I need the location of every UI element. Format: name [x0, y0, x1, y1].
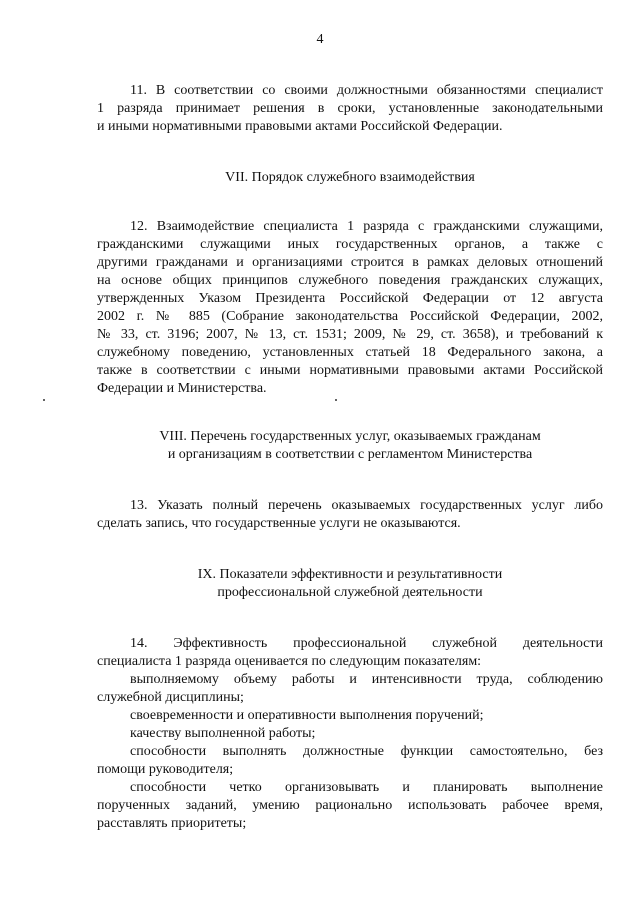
text-line: 1 разряда принимает решения в сроки, установленные законодательными	[97, 101, 603, 116]
section-heading-line: VIII. Перечень государственных услуг, оказываемых гражданам	[159, 429, 541, 444]
text-line: 11. В соответствии со своими должностными обязанностями специалист	[130, 83, 603, 98]
paragraph-11	[97, 82, 603, 136]
text-line: сделать запись, что государственные услуги не оказываются.	[97, 516, 461, 531]
text-line: своевременности и оперативности выполнения поручений;	[130, 708, 484, 723]
text-line: и иными нормативными правовыми актами Российской Федерации.	[97, 119, 503, 134]
text-line: 12. Взаимодействие специалиста 1 разряда с гражданскими служащими,	[130, 219, 603, 234]
text-line: выполняемому объему работы и интенсивности труда, соблюдению	[130, 672, 603, 687]
text-line: гражданскими служащими иных государственных органов, а также с	[97, 237, 603, 252]
text-line: качеству выполненной работы;	[130, 726, 316, 741]
section-heading-9	[97, 566, 603, 602]
text-line: утвержденных Указом Президента Российской Федерации от 12 августа	[97, 291, 603, 306]
text-line: порученных заданий, умению рационально использовать рабочее время,	[97, 798, 603, 813]
paragraph-13	[97, 497, 603, 533]
section-heading-line: IX. Показатели эффективности и результативности	[197, 567, 503, 582]
text-line: 2002 г. № 885 (Собрание законодательства Российской Федерации, 2002,	[97, 309, 603, 324]
section-heading-line: и организациям в соответствии с регламентом Министерства	[167, 447, 533, 462]
text-line: специалиста 1 разряда оценивается по следующим показателям:	[97, 654, 482, 669]
text-line: служебному поведению, установленных статьей 18 Федерального закона, а	[97, 345, 603, 360]
scan-speck	[335, 399, 337, 401]
text-line: помощи руководителя;	[97, 762, 234, 777]
section-heading-8	[97, 428, 603, 464]
page-number: 4	[316, 32, 324, 47]
text-line: Федерации и Министерства.	[97, 381, 267, 396]
text-line: также в соответствии с иными нормативными правовыми актами Российской	[97, 363, 603, 378]
text-line: расставлять приоритеты;	[97, 816, 247, 831]
text-line: способности четко организовывать и планировать выполнение	[130, 780, 603, 795]
section-heading-line: профессиональной служебной деятельности	[217, 585, 483, 600]
text-line: 14. Эффективность профессиональной служебной деятельности	[130, 636, 603, 651]
text-line: 13. Указать полный перечень оказываемых государственных услуг либо	[130, 498, 603, 513]
paragraph-12	[97, 218, 603, 398]
section-heading-line: VII. Порядок служебного взаимодействия	[225, 170, 475, 185]
section-heading-7	[97, 169, 603, 187]
text-line: на основе общих принципов служебного поведения гражданских служащих,	[97, 273, 603, 288]
text-line: другими гражданами и организациями строится в рамках деловых отношений	[97, 255, 603, 270]
paragraph-14	[97, 635, 603, 833]
text-line: способности выполнять должностные функции самостоятельно, без	[130, 744, 603, 759]
scan-speck	[43, 399, 45, 401]
text-line: № 33, ст. 3196; 2007, № 13, ст. 1531; 2009, № 29, ст. 3658), и требований к	[97, 327, 603, 342]
text-line: служебной дисциплины;	[97, 690, 244, 705]
